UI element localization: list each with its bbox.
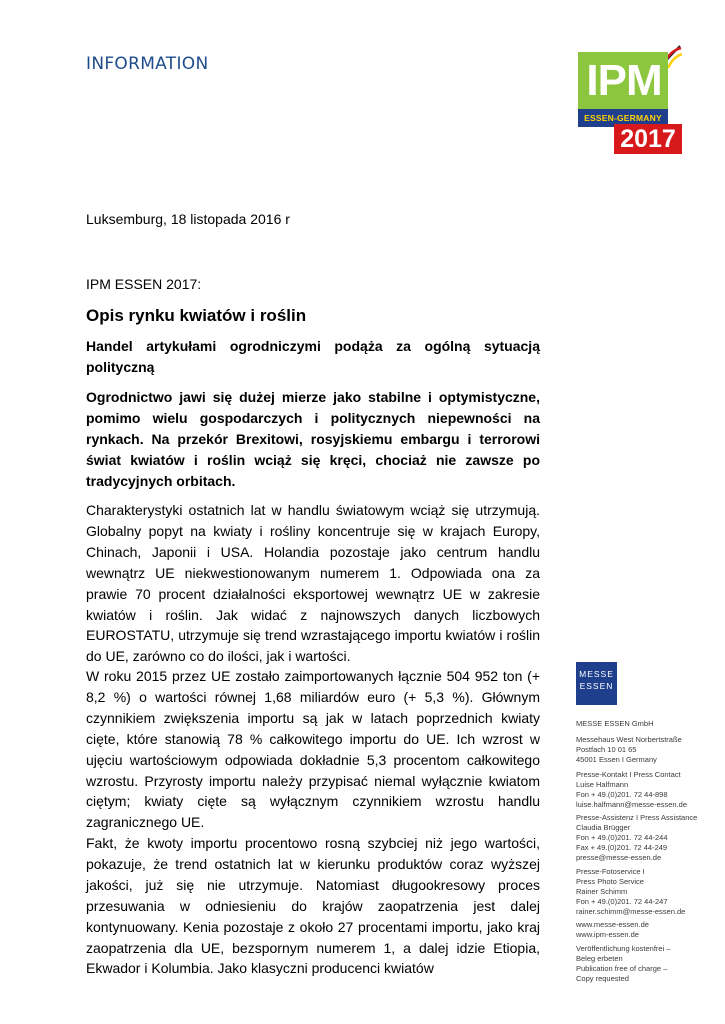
publication-note [576, 944, 706, 984]
headline: Opis rynku kwiatów i roślin [86, 306, 307, 325]
press-contact-name: Luise Halfmann [576, 780, 629, 789]
web-links [576, 920, 706, 940]
press-assistance-name: Claudia Brügger [576, 823, 631, 832]
logo-year: 2017 [614, 124, 682, 154]
publication-note-line: Copy requested [576, 974, 629, 983]
body-paragraph-1: Charakterystyki ostatnich lat w handlu światowym wciąż się utrzymują. Globalny popyt na kwiaty i rośliny koncentruje się w krajach Europy, Chinach, Japonii i USA. Holandia pozostaje jako centrum handlu wewnątrz UE niekwestionowanym numerem 1. Odpowiada ona za prawie 70 procent działalności eksportowej wewnątrz UE w zakresie kwiatów i roślin. Jak widać z najnowszych danych liczbowych EUROSTATU, utrzymuje się trend wzrastającego importu kwiatów i roślin do UE, zarówno co do ilości, jak i wartości. [86, 502, 540, 665]
publication-note-line: Veröffentlichung kostenfrei – [576, 944, 671, 953]
company-name [576, 719, 706, 729]
photo-service-subheading: Press Photo Service [576, 877, 644, 886]
photo-service-heading: Presse-Fotoservice I [576, 867, 645, 876]
logo-ipm-text: IPM [586, 56, 662, 105]
address-line: Messehaus West Norbertstraße [576, 735, 682, 744]
ipm-logo [578, 42, 682, 154]
body-paragraph-2: W roku 2015 przez UE zostało zaimportowanych łącznie 504 952 ton (+ 8,2 %) o wartości równej 1,68 miliardów euro (+ 5,3 %). Głównym czynnikiem zwiększenia importu są jak w latach poprzednich kwiaty cięte, które stanowią 78 % całkowitego importu do UE. Ich wzrost w ujęciu wartościowym odpowiada dokładnie 5,3 procentom całkowitego wzrostu. Przyrosty importu należy przypisać niemal wyłącznie kwiatom ciętym; kwiaty cięte są wyłącznym czynnikiem wzrostu handlu zagranicznego UE. [86, 668, 540, 831]
web-link-messe[interactable]: www.messe-essen.de [576, 920, 649, 929]
publication-note-line: Publication free of charge – [576, 964, 668, 973]
press-contact-heading: Presse-Kontakt I Press Contact [576, 770, 681, 779]
press-contact-phone: Fon + 49.(0)201. 72 44-898 [576, 790, 668, 799]
logo-location: ESSEN-GERMANY [584, 113, 662, 123]
publication-note-line: Beleg erbeten [576, 954, 623, 963]
header-title: INFORMATION [86, 54, 209, 74]
company-line: MESSE ESSEN GmbH [576, 719, 654, 728]
messe-logo-line2: ESSEN [579, 681, 614, 691]
press-contact [576, 770, 706, 810]
lead-paragraph: Ogrodnictwo jawi się dużej mierze jako stabilne i optymistyczne, pomimo wielu gospodarczych i politycznych niepewności na rynkach. Na przekór Brexitowi, rosyjskiemu embargu i terrorowi świat kwiatów i roślin wciąż się kręci, chociaż nie zawsze po tradycyjnych orbitach. [86, 389, 540, 489]
press-assistance-fax: Fax + 49.(0)201. 72 44-249 [576, 843, 668, 852]
press-assistance-email[interactable]: presse@messe-essen.de [576, 853, 662, 862]
overline: IPM ESSEN 2017: [86, 276, 202, 292]
photo-service-email[interactable]: rainer.schimm@messe-essen.de [576, 907, 686, 916]
web-link-ipm[interactable]: www.ipm-essen.de [576, 930, 639, 939]
body-paragraph-3: Fakt, że kwoty importu procentowo rosną szybciej niż jego wartości, pokazuje, że trend ostatnich lat w kierunku produktów coraz wyższej jakości, już się nie utrzymuje. Natomiast długookresowy proces przesuwania w odniesieniu do krajów zaopatrzenia jest dalej kontynuowany. Kenia pozostaje z około 27 procentami importu, jako kraj zaopatrzenia dla UE, bezspornym numerem 1, a dalej idzie Etiopia, Ekwador i Kolumbia. Jako klasyczni producenci kwiatów [86, 835, 540, 977]
messe-logo-line1: MESSE [579, 669, 614, 679]
subhead: Handel artykułami ogrodniczymi podąża za ogólną sytuacją polityczną [86, 338, 540, 375]
date-line: Luksemburg, 18 listopada 2016 r [86, 211, 290, 227]
press-assistance [576, 813, 706, 863]
photo-service-phone: Fon + 49.(0)201. 72 44-247 [576, 897, 668, 906]
photo-service [576, 867, 706, 917]
press-contact-email[interactable]: luise.halfmann@messe-essen.de [576, 800, 688, 809]
address-line: Postfach 10 01 65 [576, 745, 637, 754]
photo-service-name: Rainer Schimm [576, 887, 628, 896]
press-assistance-phone: Fon + 49.(0)201. 72 44-244 [576, 833, 668, 842]
messe-essen-logo [576, 662, 617, 705]
address-line: 45001 Essen I Germany [576, 755, 657, 764]
press-assistance-heading: Presse-Assistenz I Press Assistance [576, 813, 698, 822]
company-address [576, 735, 706, 765]
